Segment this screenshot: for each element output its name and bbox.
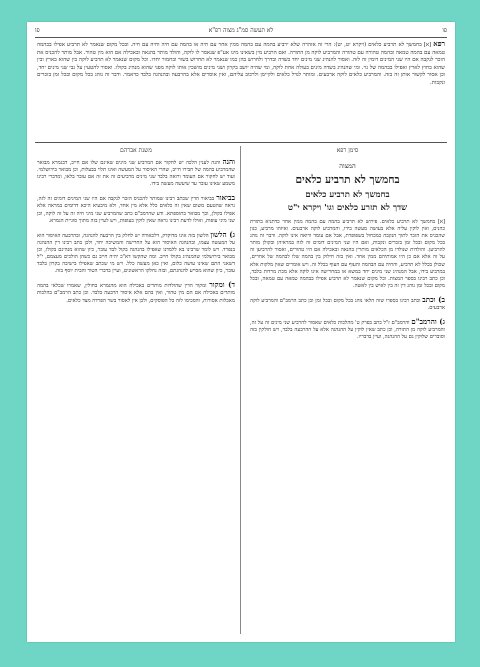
paragraph-body: הלשון בזה אינו מדוקדק, דלכאורה יש לחלק בין הרבעה להנהגה, ובהרבעה האיסור הוא על המעשה עצמו, ובהנהגה האיסור הוא על החרישה והמשיכה יחד, ולכן כתב רבינו דין ההנהגה בנפרד. ויש לומר שרבינו בא ללמדנו שאפילו בהנהגה בקול לבד עובר, כיון שהוא מנהיגם בקולו, וכן מבואר בירושלמי שהמנהיג בקולו חייב. ומה שהקשו דא"כ יהיה חייב גם כשהן הולכים מעצמם, י"ל דשאני התם שאינו עושה כלום, ואין כאן מעשה כלל. ויש מי שכתב שאפילו בישיבה בקרון בלבד עובר, כיון שהוא מסייע להנהגתם, ובזה נחלקו הראשונים, ועיין בדברי הטור והבית יוסף בזה. (37, 232, 235, 275)
paragraph-body: בביאור הדין שכתב רבינו שמותר להכניס הזכר לנקבה אם היו שני המינים דומים זה לזה, נראה שהטעם משום שאין זה כלאים כלל אלא מין אחד, ולא מיבעיא היכא דדומים במראה אלא אפילו בקולן, וכך מבואר בתוספתא. ודע שהרמב"ם כתב שהמרביע שני מיני חיה זה על זה לוקה, וכן שני מיני עופות, ואילו לדעת רבינו נראה שאין לוקין בעופות, ויש לעיין בזה מתוך סוגיית הגמרא. (37, 196, 235, 224)
commentary-paragraph (250, 296, 445, 312)
main-text-body: [א] בחמשך לא תרביע כלאים (ויקרא יט, יט): הרי זה אזהרה שלא ירביע בהמה עם בהמה ממין אחר עם חיה או בהמה עם חיה וחיה עם חיה. ובכל מקום שנאמר לא תרביע אפילו בבהמה טמאה עם בהמה טמאה ובהמה טהורה עם טהורה והמרביע לוקה מן התורה. ואם הרביע מין בשאינו מינו אע"פ שנאסר לו לוקה, והולד מותר בהנאה ובאכילה אם הוא מין טהור. אבל מותר להכניס את הזכר לנקבה אם היו שני המינים דומין זה לזה. ואסור להנהיג שני מינים יחד בשדה ובדרך ולחרוש בהן כמו שנאמר לא תחרוש בשור ובחמור יחדו. וכל מקום שנאמר לא תרביע לוקה בין שהוא בארץ ובין שהוא בחוץ לארץ ואפילו בבהמה של גוי. ומי שהנהיג בשדה מינים בעולה אחת לוקה, ומי שהיה יושב בקרון ושני מינים מושכין אותו לוקה מפני שהוא מנהיג בקולו. ואסור להטעין על גבי שני מינים יחד, וכן אסור לקשור אותן זה בזה. והמרביע כלאים לוקה ארבעים. ומותר לגדל כלאים ולקיימן ולרכוב עליהם, ואין אוסרים אלא בהרבעה ובהנהגה בלבד כדאמר. ודבר זה נוהג בכל מקום ובכל זמן בזכרים ונקבות. (37, 42, 445, 86)
section-title: סימן רפא (336, 147, 359, 154)
commentary-paragraph: [א] בחמשך לא תרביע כלאים. פירוש לא תרביע בהמה עם בהמה ממין אחר כדתניא בתורת כהנים, ואין לוקין עליה אלא בעושה מעשה בידו, והמרביע לוקה ארבעים. ואיזהו מרביע, כגון שהכניס את הזכר לתוך הנקבה כמכחול בשפופרת, אבל אם עומד ורואה אינו לוקה. ודבר זה נוהג בכל מקום ובכל זמן בזכרים ונקבות, ואם היו שני המינים דומים זה לזה במראיהן ובקולן מותר להרביען. והולדות שנולדו מן הכלאים מותרין בהנאה ובאכילה אם היו טהורים, ואסור להרביען זה על זה אלא אם כן היו אמותיהם ממין אחד. ואין בזה חילוק בין בהמה שלו לבהמה של אחרים, שכולן בכלל לא תרביע, והחיה עם הבהמה והעוף עם העוף בכלל זה. ויש אומרים שאין מלקות אלא במרביע בידו, אבל המנהיג שני מינים יחד במשא או במחרישה אינו לוקה אלא מכת מרדות בלבד, וכן כתב רבינו בספר המצות. וכל מקום שנאמר לא תרביע אפילו בבהמה טמאה עם טמאה, ובכל מקום ובכל זמן נוהג דין זה בין לאיש בין לאשה. (250, 219, 445, 289)
paragraph-body: והנה לענין הלכה יש לחקור אם המרביע שני מינים שאינם שלו אם חייב, דבגמרא מבואר שהמרביע בהמה של חבירו חייב, שהרי האיסור על המעשה ואינו תלוי בבעלות, וכן מבואר בירושלמי. ועוד יש לחקור אם העומד ורואה בלבד שני מינים מרביעים זה את זה אם עובר בלאו, ומדברי רבינו משמע שאינו עובר עד שיעשה מעשה בידו. (37, 160, 235, 188)
page-marker: פו (35, 27, 40, 34)
commentary-paragraph (37, 231, 235, 276)
page (27, 22, 455, 642)
commentary-right-column (250, 146, 445, 636)
paragraph-lead: ד) ומקור (209, 281, 235, 290)
main-text (37, 40, 445, 140)
mitzvah-titles (250, 162, 445, 213)
main-text-rule (35, 142, 447, 143)
running-title: לא תעשה סמ"ג מצוה רפ"א (208, 27, 274, 34)
paragraph-body: וכתב רבינו בספרו שזה הלאו נוהג בכל מקום ובכל זמן וכן כתב הרמב"ם והמרביע לוקה ארבעים. (250, 297, 445, 312)
page-number: פו (442, 27, 447, 34)
paragraph-lead: והנה (222, 158, 235, 166)
paragraph-lead: בביאור (216, 194, 235, 203)
title-line-2: בחמשך לא תרביע כלאים (295, 174, 400, 186)
commentary-paragraph (37, 281, 235, 304)
paragraph-body: ומקור הדין שהולדות מותרים באכילה הוא מהגמרא בחולין, שאמרו שכלאי בהמה מותרים באכילה אם הם מין טהור, ואין בהם אלא איסור הרבעה בלבד. וכן כתב הרמב"ם בהלכות מאכלות אסורות, והסכימו לזה כל הפוסקים, ולכן אין לאסור בשר הפרדה מצד כלאים. (37, 283, 235, 304)
paragraph-lead: ב) וכתב (422, 295, 445, 304)
running-header (35, 26, 447, 36)
title-line-3: בחמשך לא תרביע כלאים (305, 190, 390, 200)
title-line-4: שדך לא תזרע כלאים וגו' ויקרא י"ט (287, 203, 408, 213)
paragraph-body: והרמב"ם ז"ל כתב בפרק ט' מהלכות כלאים שאסור להרביע שני מינים זה על זה, והמרביע לוקה מן התורה, וכן כתב שאין לוקין על ההנהגה אלא על ההרבעה בלבד, ויש חולקין בזה וסוברים שלוקין גם על ההנהגה, ועיין בדבריו. (250, 320, 445, 341)
commentary-left-column (37, 146, 235, 636)
paragraph-lead: ג) הלשון (210, 230, 235, 239)
commentary-paragraph (250, 318, 445, 341)
column-divider (240, 146, 241, 634)
title-line-1: המצוה (339, 162, 356, 170)
header-rule (35, 37, 447, 38)
section-title: משנת אברהם (120, 147, 152, 154)
main-text-lead: רפא (433, 40, 445, 48)
paragraph-lead: ג) והרמב"ם (411, 318, 445, 327)
commentary-paragraph (37, 194, 235, 224)
commentary-paragraph (37, 158, 235, 188)
